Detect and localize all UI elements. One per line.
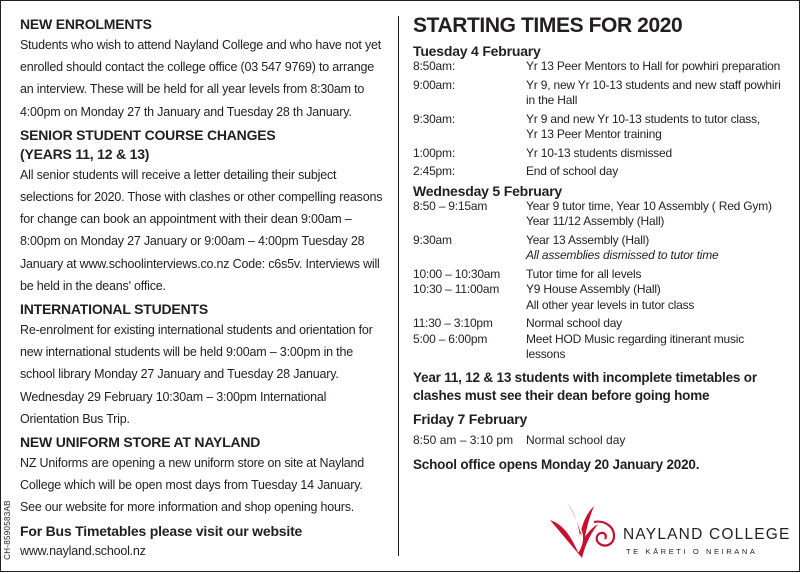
schedule-time: 9:30am xyxy=(413,232,452,247)
schedule-desc-text: Yr 9, new Yr 10-13 students and new staff powhiri in the Hall xyxy=(526,77,781,107)
wednesday-schedule xyxy=(413,199,788,363)
koru-emblem-icon xyxy=(548,500,618,560)
logo-name: NAYLAND COLLEGE xyxy=(623,526,791,543)
schedule-desc xyxy=(526,164,788,180)
office-opening-note: School office opens Monday 20 January 2020. xyxy=(413,456,700,472)
friday-row xyxy=(413,431,788,449)
website-link[interactable]: www.nayland.school.nz xyxy=(20,543,146,558)
schedule-time: 11:30 – 3:10pm 5:00 – 6:00pm xyxy=(413,316,493,346)
schedule-row xyxy=(413,233,788,264)
schedule-time: 1:00pm: xyxy=(413,145,455,160)
international-heading: INTERNATIONAL STUDENTS xyxy=(20,301,208,318)
dean-notice: Year 11, 12 & 13 students with incomplete timetables or clashes must see their dean before going home xyxy=(413,369,757,403)
schedule-time: 8:50am: xyxy=(413,59,455,73)
schedule-desc-text: Tutor time for all levels Y9 House Assembly (Hall) All other year levels in tutor class xyxy=(526,266,695,312)
tuesday-schedule xyxy=(413,59,788,180)
nayland-college-logo xyxy=(548,500,793,560)
schedule-desc-text: Yr 10-13 students dismissed xyxy=(526,145,673,160)
tuesday-heading: Tuesday 4 February xyxy=(413,43,541,59)
schedule-desc-text: Normal school day Meet HOD Music regarding itinerant music lessons xyxy=(526,316,745,361)
schedule-desc xyxy=(526,112,788,143)
logo-subtitle: TE KĀRETI O NEIRANA xyxy=(626,547,758,556)
schedule-desc-text: Yr 13 Peer Mentors to Hall for powhiri preparation xyxy=(526,59,781,73)
enrolments-heading: NEW ENROLMENTS xyxy=(20,16,152,32)
schedule-row xyxy=(413,267,788,314)
friday-heading: Friday 7 February xyxy=(413,410,528,427)
schedule-desc-text: Year 13 Assembly (Hall) xyxy=(526,232,650,247)
schedule-time: 9:30am: xyxy=(413,111,455,126)
schedule-desc-text: Yr 9 and new Yr 10-13 students to tutor class, Yr 13 Peer Mentor training xyxy=(526,111,761,141)
schedule-row xyxy=(413,78,788,109)
schedule-time: 8:50 – 9:15am xyxy=(413,198,488,213)
schedule-desc xyxy=(526,267,788,314)
schedule-row xyxy=(413,199,788,230)
schedule-desc: Normal school day xyxy=(526,432,626,447)
schedule-time: 10:00 – 10:30am 10:30 – 11:00am xyxy=(413,266,501,296)
uniform-body: NZ Uniforms are opening a new uniform store on site at Nayland College which will be open most days from Tuesday 14 January. See our website for more information and shop opening hours. xyxy=(20,456,365,515)
column-divider xyxy=(398,16,399,556)
schedule-row xyxy=(413,59,788,75)
uniform-heading: NEW UNIFORM STORE AT NAYLAND xyxy=(20,434,261,451)
schedule-desc xyxy=(526,78,788,109)
schedule-note: All assemblies dismissed to tutor time xyxy=(526,248,719,262)
right-column xyxy=(413,13,788,474)
enrolments-body: Students who wish to attend Nayland College and who have not yet enrolled should contact the college office (03 547 9769) to arrange an interview. These will be held for all year levels from 8:30am to 4:00pm on Monday 27 th January and Tuesday 28 th January. xyxy=(20,38,382,119)
schedule-desc xyxy=(526,59,788,75)
senior-heading: SENIOR STUDENT COURSE CHANGES xyxy=(20,126,276,143)
schedule-desc-text: Year 9 tutor time, Year 10 Assembly ( Red Gym) Year 11/12 Assembly (Hall) xyxy=(526,198,772,228)
starting-times-title: STARTING TIMES FOR 2020 xyxy=(413,14,683,37)
schedule-row xyxy=(413,146,788,162)
schedule-desc xyxy=(526,316,788,363)
left-column xyxy=(20,12,385,564)
schedule-desc xyxy=(526,199,788,230)
schedule-desc xyxy=(526,146,788,162)
schedule-desc xyxy=(526,233,788,264)
schedule-desc-text: End of school day xyxy=(526,164,618,178)
international-body: Re-enrolment for existing international students and orientation for new international students will be held 9:00am – 3:00pm in the school library Monday 27 January and Tuesday 28 January. Wednesday 29 February 10:30am – 3:00pm International Orientation Bus Trip. xyxy=(20,323,373,426)
schedule-row xyxy=(413,316,788,363)
wednesday-heading: Wednesday 5 February xyxy=(413,182,563,199)
schedule-row xyxy=(413,112,788,143)
schedule-time: 8:50 am – 3:10 pm xyxy=(413,432,514,447)
schedule-time: 9:00am: xyxy=(413,77,455,92)
schedule-time: 2:45pm: xyxy=(413,164,455,178)
bus-heading: For Bus Timetables please visit our website xyxy=(20,522,303,539)
senior-body: All senior students will receive a letter detailing their subject selections for 2020. Those with clashes or other compelling reasons for change can book an appointment with their dean 9:00am – 8:00pm on Monday 27 January or 9:00am – 4:00pm Tuesday 28 January at www.schoolinterviews.co.nz Code: c6s5v. Interviews will be held in the deans' office. xyxy=(20,167,383,293)
senior-subheading: (YEARS 11, 12 & 13) xyxy=(20,145,150,162)
ad-code: CH-8590583AB xyxy=(3,500,12,560)
schedule-row xyxy=(413,164,788,180)
